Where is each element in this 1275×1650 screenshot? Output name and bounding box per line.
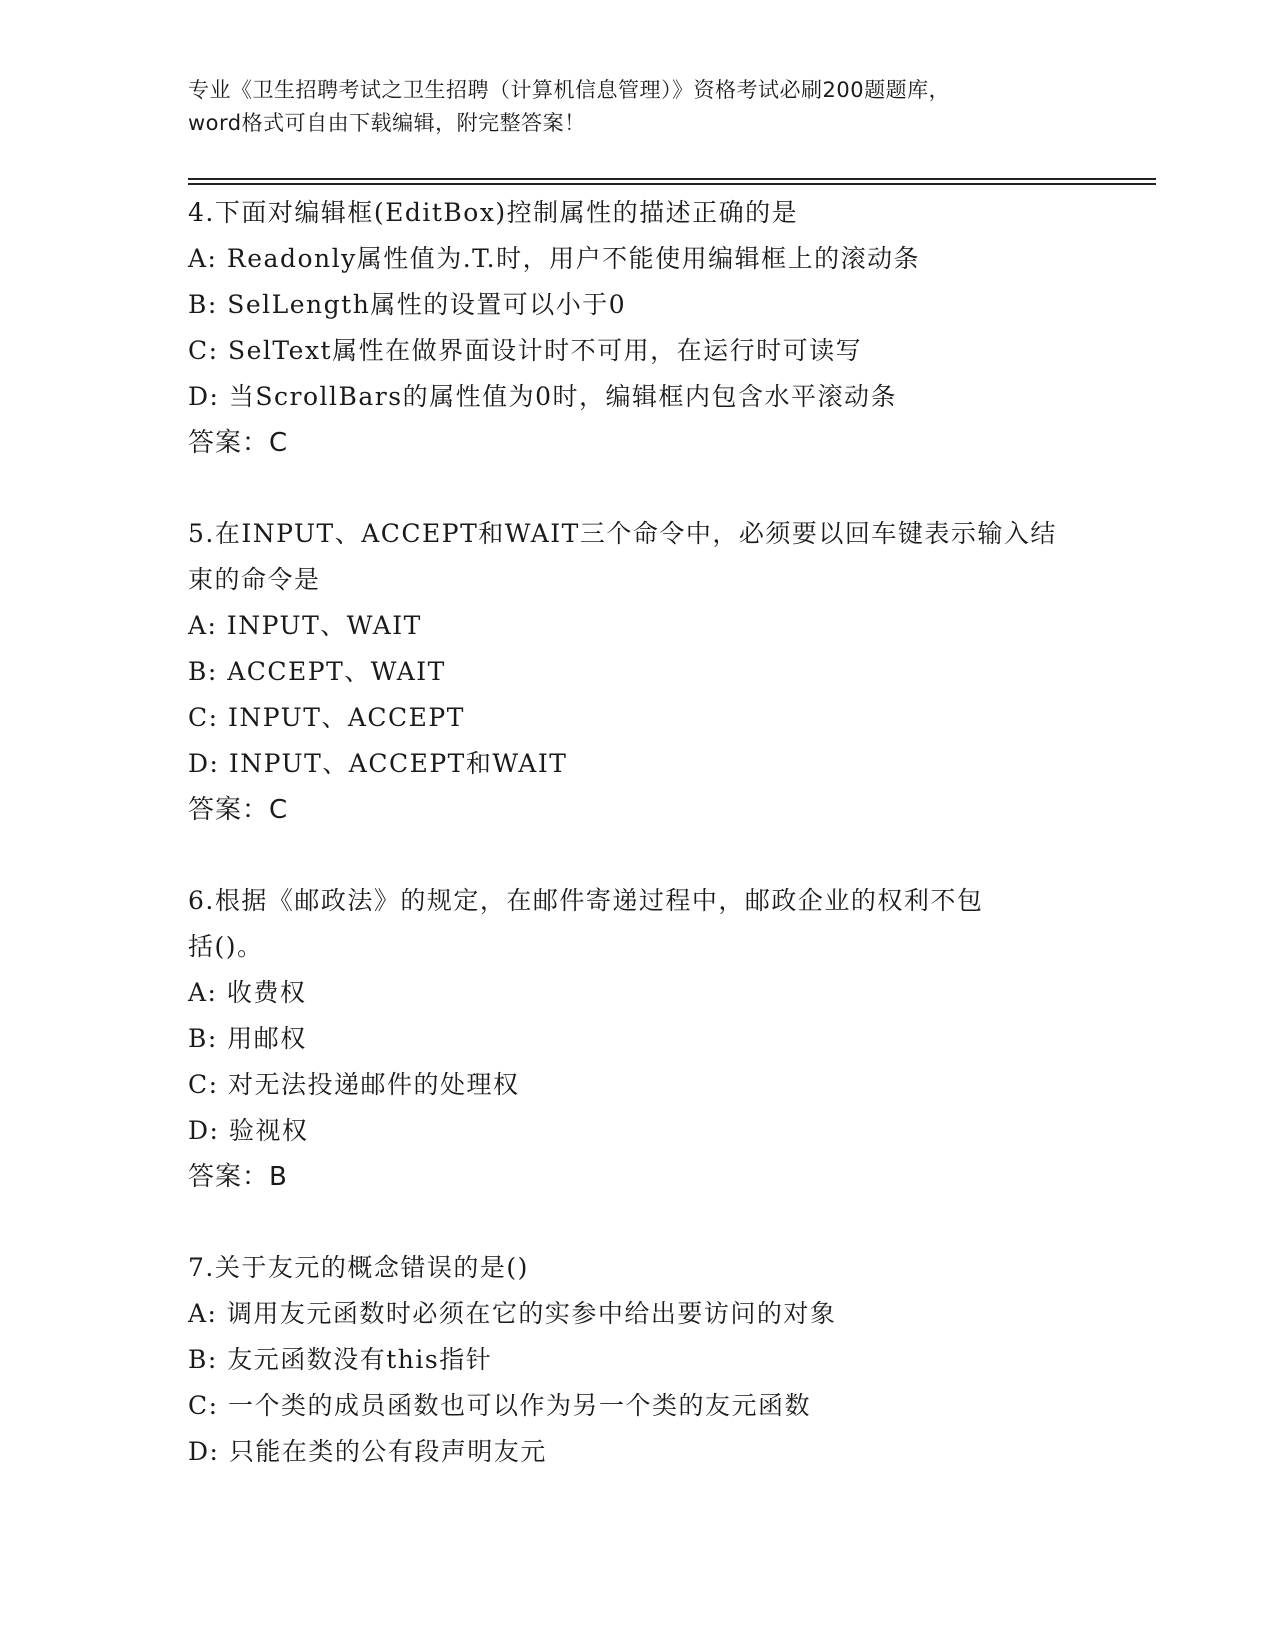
- option-b: B: 用邮权: [188, 1024, 307, 1053]
- option-a: A: INPUT、WAIT: [188, 611, 422, 640]
- question-stem: 7.关于友元的概念错误的是(): [188, 1253, 529, 1282]
- option-d: D: 验视权: [188, 1116, 309, 1145]
- option-a: A: Readonly属性值为.T.时，用户不能使用编辑框上的滚动条: [188, 244, 921, 273]
- document-header: [188, 74, 1088, 140]
- header-divider-bottom: [188, 183, 1156, 185]
- option-c: C: SelText属性在做界面设计时不可用，在运行时可读写: [188, 336, 863, 365]
- option-d: D: INPUT、ACCEPT和WAIT: [188, 749, 568, 778]
- option-d: D: 只能在类的公有段声明友元: [188, 1437, 547, 1466]
- question-stem: 4.下面对编辑框(EditBox)控制属性的描述正确的是: [188, 198, 799, 227]
- option-d: D: 当ScrollBars的属性值为0时，编辑框内包含水平滚动条: [188, 382, 897, 411]
- question-stem-continued: 括()。: [188, 932, 264, 961]
- option-a: A: 调用友元函数时必须在它的实参中给出要访问的对象: [188, 1299, 837, 1328]
- answer-label: 答案：B: [188, 1162, 288, 1192]
- question-stem: 6.根据《邮政法》的规定，在邮件寄递过程中，邮政企业的权利不包: [188, 886, 984, 915]
- answer-label: 答案：C: [188, 795, 289, 825]
- option-a: A: 收费权: [188, 978, 307, 1007]
- question-4: [188, 190, 1088, 466]
- option-c: C: 一个类的成员函数也可以作为另一个类的友元函数: [188, 1391, 812, 1420]
- option-b: B: ACCEPT、WAIT: [188, 657, 446, 686]
- question-6: [188, 878, 1088, 1200]
- question-stem-continued: 束的命令是: [188, 565, 321, 594]
- question-7: [188, 1245, 1088, 1475]
- header-divider-top: [188, 178, 1156, 180]
- question-stem: 5.在INPUT、ACCEPT和WAIT三个命令中，必须要以回车键表示输入结: [188, 519, 1057, 548]
- answer-label: 答案：C: [188, 428, 289, 458]
- option-b: B: SelLength属性的设置可以小于0: [188, 290, 627, 319]
- option-c: C: 对无法投递邮件的处理权: [188, 1070, 520, 1099]
- question-5: [188, 511, 1088, 833]
- option-b: B: 友元函数没有this指针: [188, 1345, 493, 1374]
- header-line-2: word格式可自由下载编辑，附完整答案！: [188, 111, 586, 135]
- option-c: C: INPUT、ACCEPT: [188, 703, 465, 732]
- header-line-1: 专业《卫生招聘考试之卫生招聘（计算机信息管理）》资格考试必刷200题题库，: [188, 78, 951, 102]
- question-list: [188, 190, 1088, 1475]
